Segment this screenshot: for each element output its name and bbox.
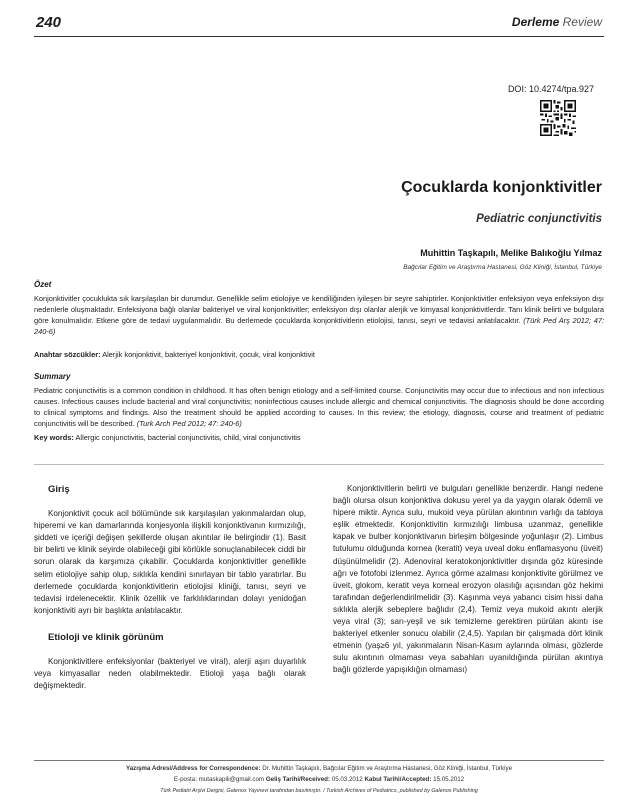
- correspondence-address: Dr. Muhittin Taşkapılı, Bağcılar Eğitim ve Araştırma Hastanesi, Göz Kliniği, İstanbul, Türkiye: [262, 765, 513, 772]
- header-rule: [34, 36, 604, 37]
- body-right-column: [333, 483, 603, 677]
- footer-correspondence: [34, 765, 604, 772]
- accepted-date: 15.05.2012: [433, 776, 465, 783]
- summary-keywords-list: Allergic conjunctivitis, bacterial conjunctivitis, child, viral conjunctivitis: [75, 433, 301, 442]
- ozet-heading: Özet: [34, 280, 52, 289]
- summary-text: [34, 385, 604, 429]
- qr-code-icon: [540, 100, 576, 136]
- footer-rule: [34, 760, 604, 761]
- giris-paragraph: Konjonktivit çocuk acil bölümünde sık karşılaşılan yakınmalardan olup, hiperemi ve kan damarlarında konjesyonla ilişkili konjonktivanın kırmızılığı, şiddeti ve içeriği değişen şekillerde oluşan akıntılar ile belirgindir (1). Basit bir belirti ve klinik seyirde olabileceği gibi körlükle sonuçlanabilecek ciddi bir sorun olarak da karşımıza çıkabilir. Çocuklarda konjonktivitler genellikle selim etiolojiye sahip olup, sıklıkla kendini sınırlayan bir tablo yaratırlar. Bu derlemede çocuklarda konjonktivitlerin etiolojisi kliniği, tanısı, seyri ve tedavisi irdelenecektir. Klinik özellik ve farklılıklarından dolayı yenidoğan konjonktiviti ayrı bir başlıkta anlatılacaktır.: [34, 509, 306, 615]
- received-date: 05.03.2012: [331, 776, 363, 783]
- ozet-citation: (Türk Ped Arş 2012; 47: 240-6): [34, 316, 605, 336]
- body-left-column: [34, 484, 306, 692]
- footer-journal-line: Türk Pediatri Arşivi Dergisi, Galenos Yayınevi tarafından basılmıştır. / Turkish Archives of Pediatrics, published by Galenos Publishing: [160, 788, 478, 794]
- ozet-keywords: [34, 350, 604, 359]
- authors: Muhittin Taşkapılı, Melike Balıkoğlu Yılmaz: [420, 248, 602, 258]
- right-paragraph: Konjonktivitlerin belirti ve bulguları genellikle benzerdir. Hangi nedene bağlı olursa olsun konjonktiva dokusu yerel ya da yaygın olarak ödemli ve hipere miktir. Ayrıca sulu, mukoid veya pürülan akıntının varlığı da tabloya eşlik etmektedir. Konjonktivitin kırmızılığı limbusa uzanmaz, genellikle kapak ve bulber konjonktivanın birleşim bölgesinde yoğunlaşır (2). Limbus tutulumu olduğunda kornea (keratit) veya uveal doku enflamasyonu (üveit) düşünülmelidir (2). Adenoviral keratokonjonktivitler dışında göz küresinde ağrı ve fotofobi izlenmez. Ayrıca görme azalması konjonktivite görülmez ve üveit, glokom, keratit veya korneal erozyon olasılığı açısından göz hekimi tarafından değerlendirilmelidir (3). Kaşınma veya yabancı cisim hissi daha sıklıkla alerjik sebeplere bağlıdır (2,4). Temiz veya mukoid akıntı alerjik veya viral (3); sarı-yeşil ve sık temizleme gerektiren pürülan akıntı ise bakteriyel etkenler sonucu olabilir (2,4,5). Yapılan bir çalışmada dört klinik etmenin (yaş≥6 yıl, yakınmaların Nisan-Kasım aylarında olması, gözlerde sulu akıntının olmaması veya sabahları uyanıldığında pürülan akıntıya bağlı gözlerde yapışıklığın olmaması): [333, 484, 603, 675]
- received-label: Geliş Tarihi/Received:: [265, 776, 331, 783]
- correspondence-label: Yazışma Adresi/Address for Correspondence:: [125, 765, 261, 772]
- section-label-en: Review: [562, 15, 602, 29]
- affiliation: Bağcılar Eğitim ve Araştırma Hastanesi, Göz Kliniği, İstanbul, Türkiye: [403, 264, 602, 271]
- etioloji-heading: Etioloji ve klinik görünüm: [48, 631, 164, 643]
- giris-heading: Giriş: [48, 484, 70, 495]
- summary-heading: Summary: [34, 372, 71, 381]
- body-rule: [34, 464, 604, 465]
- ozet-text: [34, 293, 604, 337]
- summary-citation: (Turk Arch Ped 2012; 47: 240-6): [136, 419, 242, 428]
- article-title-en: Pediatric conjunctivitis: [476, 213, 602, 225]
- summary-body: Pediatric conjunctivitis is a common condition in childhood. It has often benign etiology and a self-limited course. Conjunctivitis may occur due to infectious and non infectious causes. Infectious causes include bacterial and viral conjunctivitis; noninfectious causes include allergic and chemical conjunctivitis. The diagnosis should be done according to clinical symptoms and findings. Also the treatment should be applied according to causes. In this review; the etiology, diagnosis, course and treatment of pediatric conjunctivitis will be described.: [34, 386, 604, 428]
- page-number: 240: [36, 14, 62, 31]
- doi-link[interactable]: DOI: 10.4274/tpa.927: [507, 84, 594, 94]
- article-title: Çocuklarda konjonktivitler: [401, 179, 602, 196]
- ozet-body: Konjonktivitler çocuklukta sık karşılaşılan bir durumdur. Genellikle selim etiolojiye ve kendiliğinden iyileşen bir seyre sahiptirler. Konjonktivitler enfeksiyon veya enfeksiyon dışı nedenlerle oluşmaktadır. Enfeksiyona bağlı olanlar bakteriyel ve viral konjonktivitler; enfeksiyon dışı olanlar alerjik ve kimyasal konjonktivitlerdir. Tanı klinik belirti ve bulgulara göre konulmalıdır. Etkene göre de tedavi uygulanmalıdır. Bu derlemede çocuklarda konjonktivitlerin etiolojisi, tanısı, seyri ve tedavisi anlatılacaktır.: [34, 294, 604, 325]
- summary-keywords-label: Key words:: [34, 433, 74, 442]
- ozet-keywords-list: Alerjik konjonktivit, bakteriyel konjonktivit, çocuk, viral konjonktivit: [102, 350, 315, 359]
- section-label-tr: Derleme: [511, 15, 560, 29]
- ozet-keywords-label: Anahtar sözcükler:: [34, 350, 101, 359]
- summary-keywords: [34, 433, 604, 442]
- correspondence-email[interactable]: E-posta: mutaskapili@gmail.com: [173, 776, 265, 783]
- section-label: [512, 15, 602, 29]
- accepted-label: Kabul Tarihi/Accepted:: [364, 776, 432, 783]
- etioloji-paragraph: Konjonktivitlere enfeksiyonlar (bakteriyel ve viral), alerji aşırı duyarlılık veya kimyasallar neden olabilmektedir. Etioloji yaşa bağlı olarak değişmektedir.: [34, 657, 306, 691]
- footer-dates: [34, 776, 604, 783]
